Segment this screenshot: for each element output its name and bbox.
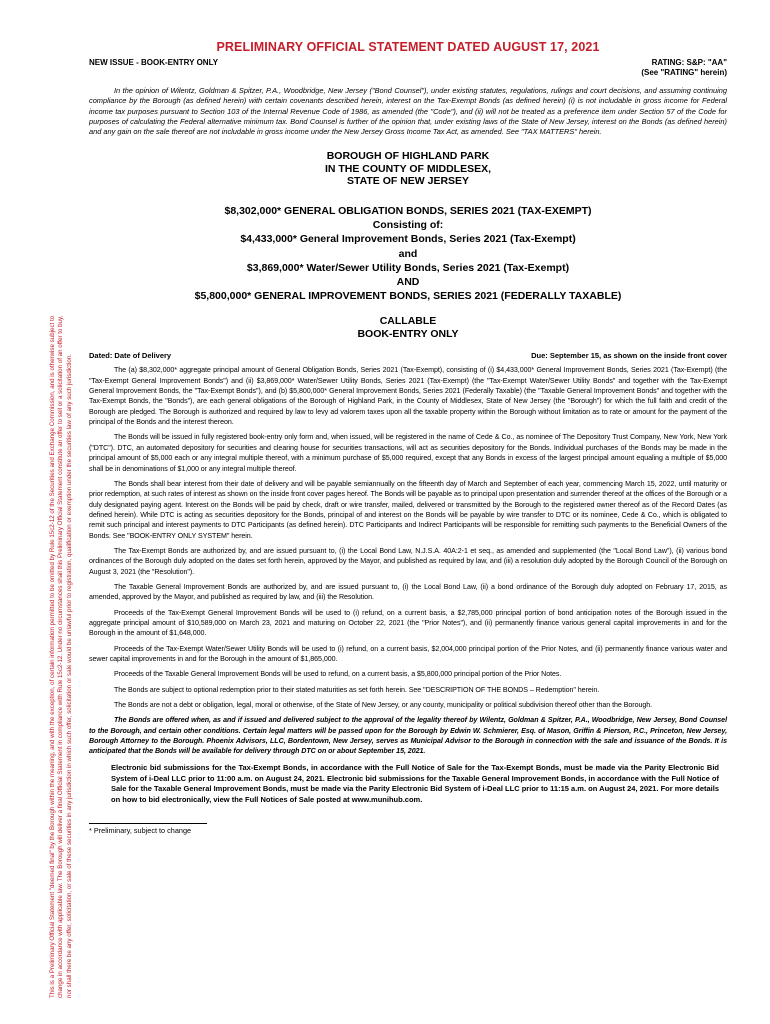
header-row xyxy=(89,58,727,78)
issue-line-5: $3,869,000* Water/Sewer Utility Bonds, Series 2021 (Tax-Exempt) xyxy=(246,261,570,274)
legend-line-2: change in accordance with applicable law. The Borough will deliver a final Official Statement in compliance with Rule 15c2-12. Under no circumstances shall this Preliminary Official Statement constitute an offer to sell or a solicitation of an offer to buy, xyxy=(57,315,65,998)
footnote: * Preliminary, subject to change xyxy=(89,825,192,835)
rating-note: (See "RATING" herein) xyxy=(641,68,727,77)
legend-line-3: nor shall there be any offer, solicitation, or sale of these securities in any jurisdiction in which such offer, solicitation or sale would be unlawful prior to registration, qualification or exemption under the securities law of any such jurisdiction. xyxy=(65,354,73,998)
paragraph-general-proceeds: Proceeds of the Tax-Exempt General Improvement Bonds will be used to (i) refund, on a current basis, a $2,785,000 principal portion of bond anticipation notes of the Borough issued in the aggregate principal amount of $10,589,000 on March 23, 2021 and maturing on October 22, 2021 (the "Prior Notes"), and (ii) permanently finance various general capital improvements in and for the Borough in the amount of $1,648,000. xyxy=(89,608,727,638)
rating: RATING: S&P: "AA" xyxy=(651,58,727,67)
book-entry-line: BOOK-ENTRY ONLY xyxy=(357,328,459,341)
footnote-rule xyxy=(89,823,207,824)
paragraph-bonds-description: The (a) $8,302,000* aggregate principal amount of General Obligation Bonds, Series 2021 (Tax-Exempt), consisting of (i) $4,433,000* General Improvement Bonds, Series 2021 (Tax-Exempt) (the "Tax-Exempt General Improvement Bonds") and (ii) $3,869,000* Water/Sewer Utility Bonds, Series 2021 (Tax-Exempt) (the "Tax-Exempt Water/Sewer Utility Bonds" and together with the Tax-Exempt General Improvement Bonds, the "Tax-Exempt Bonds"), and (b) $5,800,000* General Improvement Bonds, Series 2021 (Federally Taxable) (the "Taxable General Improvement Bonds" and together with the Tax-Exempt Bonds, the "Bonds"), are each general obligations of the Borough of Highland Park, in the County of Middlesex, State of New Jersey (the "Borough") for which the full faith and credit of the Borough are pledged. The Borough is authorized and required by law to levy ad valorem taxes upon all the taxable property within the Borough without limitation as to rate or amount for the payment of the principal of the Bonds and the interest thereon. xyxy=(89,366,727,427)
paragraph-book-entry: The Bonds will be issued in fully registered book-entry only form and, when issued, will be registered in the name of Cede & Co., as nominee of The Depository Trust Company, New York, New York ("DTC"). DTC, an automated depository for securities and clearing house for securities transactions, will act as securities depository for the Bonds. Individual purchases of the Bonds may be made in the principal amount of $5,000 each or any integral multiple thereof, with a minimum purchase of $5,000 required, except that any Bonds in excess of the largest principal amount equaling a multiple of $5,000 shall be in denominations of $1,000 or any integral multiple thereof. xyxy=(89,433,727,473)
preliminary-legend xyxy=(49,33,74,998)
due-date: Due: September 15, as shown on the inside front cover xyxy=(531,351,727,361)
issuer-line-2: IN THE COUNTY OF MIDDLESEX, xyxy=(324,162,492,175)
issuer-line-3: STATE OF NEW JERSEY xyxy=(346,175,470,188)
issue-line-2: Consisting of: xyxy=(372,219,444,232)
dated-due-row xyxy=(89,351,727,360)
cover-page xyxy=(89,40,727,835)
paragraph-offering: The Bonds are offered when, as and if issued and delivered subject to the approval of the legality thereof by Wilentz, Goldman & Spitzer, P.A., Woodbridge, New Jersey, Bond Counsel to the Borough, and certain other conditions. Certain legal matters will be passed upon for the Borough by Edwin W. Schmierer, Esq. of Mason, Griffin & Pierson, P.C., Princeton, New Jersey, Borough Attorney to the Borough. Phoenix Advisors, LLC, Bordentown, New Jersey, serves as Municipal Advisor to the Borough in connection with the sale and issuance of the Bonds. It is anticipated that the Bonds will be available for delivery through DTC on or about September 15, 2021. xyxy=(89,716,727,756)
rating-block xyxy=(641,58,727,78)
legend-line-1: This is a Preliminary Official Statement "deemed final" by the Borough within the meaning, and with the exception, of certain information permitted to be omitted by Rule 15c2-12 of the Securities and Exchange Commission, and is otherwise subject to xyxy=(49,315,56,998)
issue-line-4: and xyxy=(398,247,418,260)
callable-line: CALLABLE xyxy=(379,315,437,328)
issuer-block xyxy=(89,150,727,188)
bond-issue-block xyxy=(89,204,727,303)
issue-line-1: $8,302,000* GENERAL OBLIGATION BONDS, SERIES 2021 (TAX-EXEMPT) xyxy=(224,204,592,217)
dated-date: Dated: Date of Delivery xyxy=(89,351,172,361)
paragraph-tax-exempt-authorization: The Tax-Exempt Bonds are authorized by, and are issued pursuant to, (i) the Local Bond Law, N.J.S.A. 40A:2-1 et seq., as amended and supplemented (the "Local Bond Law"), (ii) various bond ordinances of the Borough duly adopted on the dates set forth herein, approved by the Mayor, and published as required by law, and (iii) a resolution duly adopted by the Borough Council of the Borough on August 3, 2021 (the "Resolution"). xyxy=(89,546,727,576)
paragraph-bid-notice: Electronic bid submissions for the Tax-Exempt Bonds, in accordance with the Full Notice of Sale for the Tax-Exempt Bonds, must be made via the Parity Electronic Bid System of i-Deal LLC prior to 11:00 a.m. on August 24, 2021. Electronic bid submissions for the Taxable General Improvement Bonds, in accordance with the Full Notice of Sale for the Taxable General Improvement Bonds, must be made via the Parity Electronic Bid System of i-Deal LLC prior to 11:15 a.m. on August 24, 2021. For more details on how to bid electronically, view the Full Notices of Sale posted at www.munihub.com. xyxy=(111,762,719,805)
issue-line-3: $4,433,000* General Improvement Bonds, Series 2021 (Tax-Exempt) xyxy=(240,233,576,246)
paragraph-utility-proceeds: Proceeds of the Tax-Exempt Water/Sewer Utility Bonds will be used to (i) refund, on a current basis, $2,004,000 principal portion of the Prior Notes, and (ii) permanently finance various water and sewer capital improvements in and for the Borough in the amount of $1,865,000. xyxy=(89,644,727,663)
issue-type: NEW ISSUE - BOOK-ENTRY ONLY xyxy=(89,58,219,67)
paragraph-interest: The Bonds shall bear interest from their date of delivery and will be payable semiannually on the fifteenth day of March and September of each year, commencing March 15, 2022, until maturity or prior redemption, at such rates of interest as shown on the inside front cover pages hereof. The Bonds will be payable as to principal upon presentation and surrender thereof at the offices of the Borough or a duly designated paying agent. Interest on the Bonds will be paid by check, draft or wire transfer, mailed, delivered or transmitted by the Borough to the registered owner thereof as of the Record Dates (as defined herein). While DTC is acting as securities depository for the Bonds, principal of and interest on the Bonds will be payable by wire transfer to DTC or its nominee, Cede & Co., which is obligated to remit such principal and interest payments to DTC Participants (as defined herein). DTC Participants and Indirect Participants will be responsible for remitting such payments to the Beneficial Owners of the Bonds. See "BOOK-ENTRY ONLY SYSTEM" herein. xyxy=(89,479,727,540)
paragraph-not-debt: The Bonds are not a debt or obligation, legal, moral or otherwise, of the State of New Jersey, or any county, municipality or political subdivision thereof other than the Borough. xyxy=(114,701,653,710)
callable-block xyxy=(89,315,727,341)
paragraph-taxable-proceeds: Proceeds of the Taxable General Improvement Bonds will be used to refund, on a current basis, a $5,800,000 principal portion of the Prior Notes. xyxy=(114,670,562,679)
paragraph-taxable-authorization: The Taxable General Improvement Bonds are authorized by, and are issued pursuant to, (i) the Local Bond Law, (ii) a bond ordinance of the Borough duly adopted on February 17, 2015, as amended, approved by the Mayor, and published as required by law, and (iii) the Resolution. xyxy=(89,582,727,602)
issuer-line-1: BOROUGH OF HIGHLAND PARK xyxy=(326,150,490,163)
paragraph-redemption: The Bonds are subject to optional redemption prior to their stated maturities as set forth herein. See "DESCRIPTION OF THE BONDS – Redemption" herein. xyxy=(114,685,600,694)
bond-counsel-opinion: In the opinion of Wilentz, Goldman & Spitzer, P.A., Woodbridge, New Jersey ("Bond Counsel"), under existing statutes, regulations, rulings and court decisions, and assuming continuing compliance by the Borough (as defined herein) with certain covenants described herein, interest on the Tax-Exempt Bonds (as defined herein) (i) is not includable in gross income for Federal income tax purposes pursuant to Section 103 of the Internal Revenue Code of 1986, as amended (the "Code"), and (ii) will not be treated as a preference item under Section 57 of the Code for purposes of calculating the Federal alternative minimum tax. Bond Counsel is further of the opinion that, under existing laws of the State of New Jersey, interest on the Bonds (as defined herein) and any gain on the sale thereof are not includable in gross income under the New Jersey Gross Income Tax Act, as amended. See "TAX MATTERS" herein. xyxy=(89,86,727,137)
issue-line-7: $5,800,000* GENERAL IMPROVEMENT BONDS, SERIES 2021 (FEDERALLY TAXABLE) xyxy=(194,290,622,303)
issue-line-6: AND xyxy=(396,276,420,288)
page-title: PRELIMINARY OFFICIAL STATEMENT DATED AUGUST 17, 2021 xyxy=(216,40,600,54)
